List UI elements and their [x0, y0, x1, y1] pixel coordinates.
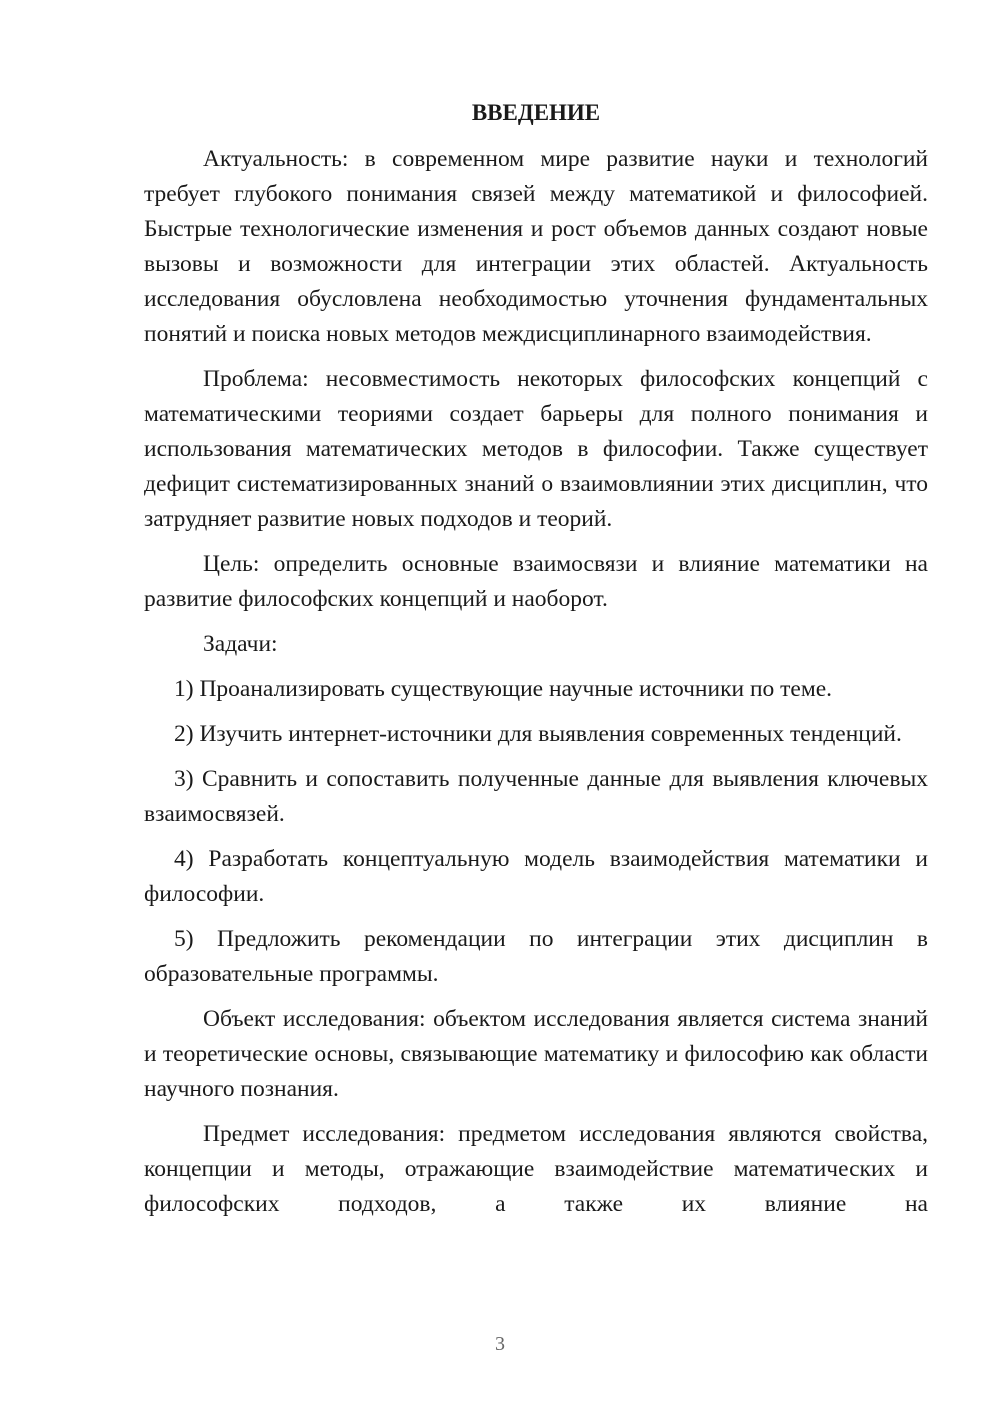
task-item-2: 2) Изучить интернет-источники для выявления современных тенденций.: [174, 721, 902, 747]
problem-paragraph: Проблема: несовместимость некоторых философских концепций с математическими теориями создает барьеры для полного понимания и использования математических методов в философии. Также существует дефицит систематизированных знаний о взаимовлиянии этих дисциплин, что затрудняет развитие новых подходов и теорий.: [144, 366, 928, 532]
page-content: [144, 95, 928, 1232]
task-item-1: 1) Проанализировать существующие научные источники по теме.: [174, 676, 833, 702]
object-paragraph: Объект исследования: объектом исследования является система знаний и теоретические основы, связывающие математику и философию как области научного познания.: [144, 1006, 928, 1102]
task-item-5: 5) Предложить рекомендации по интеграции этих дисциплин в образовательные программы.: [144, 926, 928, 987]
task-item-3: 3) Сравнить и сопоставить полученные данные для выявления ключевых взаимосвязей.: [144, 766, 928, 827]
page-title: ВВЕДЕНИЕ: [471, 100, 601, 125]
relevance-paragraph: Актуальность: в современном мире развитие науки и технологий требует глубокого понимания связей между математикой и философией. Быстрые технологические изменения и рост объемов данных создают новые вызовы и возможности для интеграции этих областей. Актуальность исследования обусловлена необходимостью уточнения фундаментальных понятий и поиска новых методов междисциплинарного взаимодействия.: [144, 146, 928, 347]
goal-paragraph: Цель: определить основные взаимосвязи и влияние математики на развитие философских концепций и наоборот.: [144, 551, 928, 612]
page-number: 3: [495, 1333, 505, 1355]
tasks-heading: Задачи:: [203, 631, 278, 657]
subject-paragraph: Предмет исследования: предметом исследования являются свойства, концепции и методы, отражающие взаимодействие математических и философских подходов, а также их влияние на: [144, 1121, 928, 1217]
task-item-4: 4) Разработать концептуальную модель взаимодействия математики и философии.: [144, 846, 928, 907]
